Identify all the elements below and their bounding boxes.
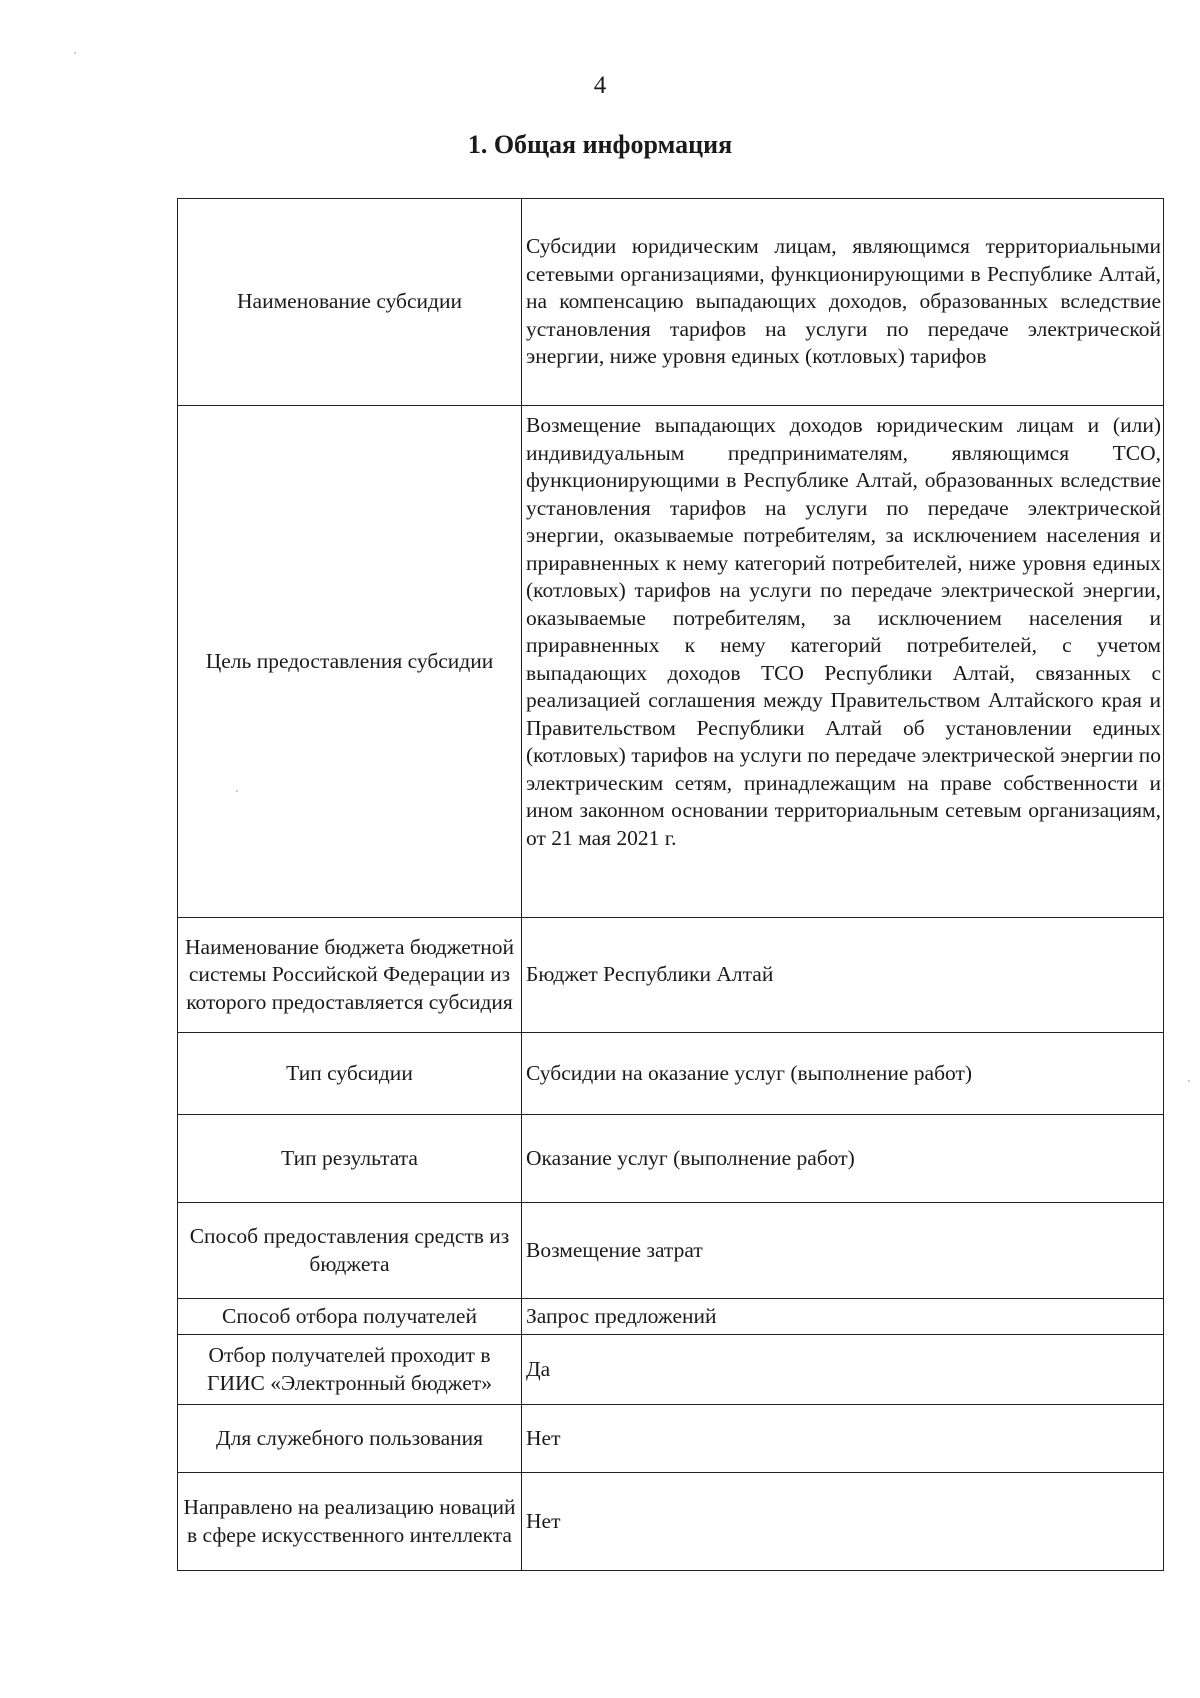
row-label: Наименование бюджета бюджетной системы Российской Федерации из которого предоставляется субсидия — [178, 918, 522, 1033]
table-row-result-type — [178, 1115, 1164, 1203]
row-value: Нет — [522, 1473, 1164, 1571]
row-label: Тип субсидии — [178, 1033, 522, 1115]
row-value: Оказание услуг (выполнение работ) — [522, 1115, 1164, 1203]
scan-artifact — [74, 52, 76, 54]
row-label: Способ предоставления средств из бюджета — [178, 1203, 522, 1299]
section-title: 1. Общая информация — [467, 130, 733, 159]
scan-artifact — [1188, 1080, 1190, 1082]
row-label: Способ отбора получателей — [178, 1299, 522, 1335]
table-row-subsidy-purpose — [178, 406, 1164, 918]
row-value: Нет — [522, 1405, 1164, 1473]
row-label: Отбор получателей проходит в ГИИС «Электронный бюджет» — [178, 1335, 522, 1405]
row-label: Направлено на реализацию новаций в сфере искусственного интеллекта — [178, 1473, 522, 1571]
table-row-selection-method — [178, 1299, 1164, 1335]
general-info-table — [177, 198, 1164, 1571]
table-row-official-use — [178, 1405, 1164, 1473]
table-row-budget-name — [178, 918, 1164, 1033]
scan-artifact — [236, 790, 238, 792]
table-row-electronic-budget — [178, 1335, 1164, 1405]
row-label: Тип результата — [178, 1115, 522, 1203]
row-value: Бюджет Республики Алтай — [522, 918, 1164, 1033]
row-value: Субсидии на оказание услуг (выполнение работ) — [522, 1033, 1164, 1115]
row-label: Для служебного пользования — [178, 1405, 522, 1473]
row-label: Цель предоставления субсидии — [178, 406, 522, 918]
row-value: Субсидии юридическим лицам, являющимся территориальными сетевыми организациями, функционирующими в Республике Алтай, на компенсацию выпадающих доходов, образованных вследствие установления тарифов на услуги по передаче электрической энергии, ниже уровня единых (котловых) тарифов — [522, 199, 1164, 406]
row-value: Возмещение затрат — [522, 1203, 1164, 1299]
table-row-subsidy-name — [178, 199, 1164, 406]
table-row-funding-method — [178, 1203, 1164, 1299]
row-value: Запрос предложений — [522, 1299, 1164, 1335]
row-value: Да — [522, 1335, 1164, 1405]
row-label: Наименование субсидии — [178, 199, 522, 406]
table-row-subsidy-type — [178, 1033, 1164, 1115]
page-number: 4 — [593, 72, 607, 99]
table-row-ai-innovation — [178, 1473, 1164, 1571]
row-value: Возмещение выпадающих доходов юридическим лицам и (или) индивидуальным предпринимателям, являющимся ТСО, функционирующими в Республике Алтай, образованных вследствие установления тарифов на услуги по передаче электрической энергии, оказываемые потребителям, за исключением населения и приравненных к нему категорий потребителей, ниже уровня единых (котловых) тарифов на услуги по передаче электрической энергии, оказываемые потребителям, за исключением населения и приравненных к нему категорий потребителей, с учетом выпадающих доходов ТСО Республики Алтай, связанных с реализацией соглашения между Правительством Алтайского края и Правительством Республики Алтай об установлении единых (котловых) тарифов на услуги по передаче электрической энергии по электрическим сетям, принадлежащим на праве собственности и ином законном основании территориальным сетевым организациям, от 21 мая 2021 г. — [522, 406, 1164, 918]
